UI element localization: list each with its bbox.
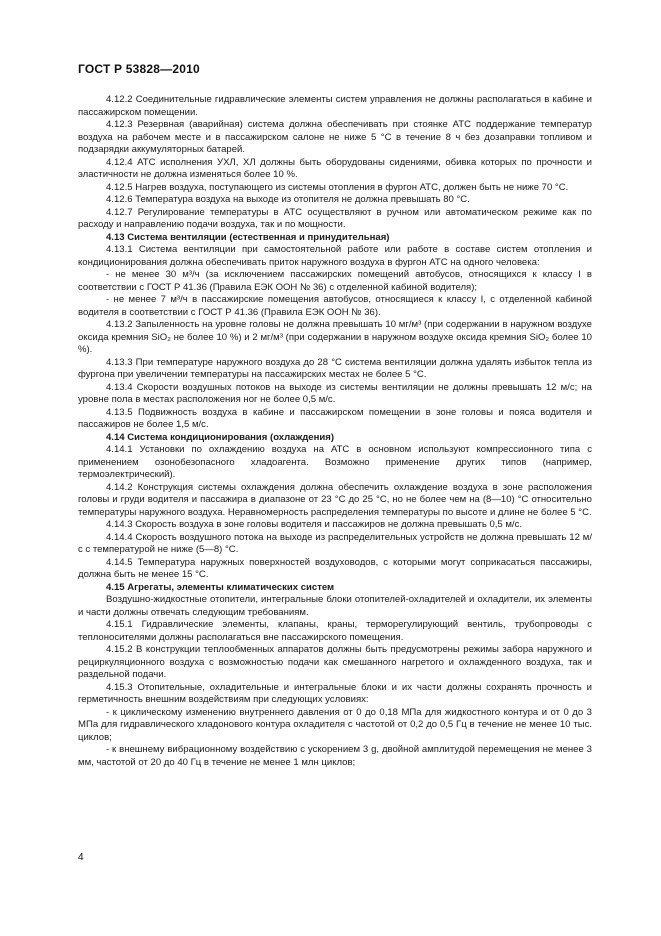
- paragraph-4-14-1: 4.14.1 Установки по охлаждению воздуха на АТС в основном используют компрессионного типа с применением озонобезопасного хладоагента. Возможно применение других типов (например, термоэлектрический).: [78, 444, 592, 480]
- paragraph-4-13-3: 4.13.3 При температуре наружного воздуха до 28 °С система вентиляции должна удалять избыток тепла из фургона при увеличении температуры на пассажирских местах не более 5 °С.: [78, 356, 592, 380]
- document-header: ГОСТ Р 53828—2010: [78, 62, 200, 76]
- section-heading-4-15: 4.15 Агрегаты, элементы климатических систем: [106, 581, 335, 593]
- paragraph-4-12-5: 4.12.5 Нагрев воздуха, поступающего из системы отопления в фургон АТС, должен быть не ниже 70 °С.: [106, 181, 569, 193]
- paragraph-4-12-6: 4.12.6 Температура воздуха на выходе из отопителя не должна превышать 80 °С.: [106, 194, 470, 205]
- paragraph-4-12-2: 4.12.2 Соединительные гидравлические элементы систем управления не должны располагаться в кабине и пассажирском помещении.: [78, 94, 592, 118]
- section-heading-4-14: 4.14 Система кондиционирования (охлаждения): [106, 431, 335, 443]
- list-item: - не менее 7 м³/ч в пассажирские помещения автобусов, относящиеся к классу I, с отделенной кабиной водителя в соответствии с ГОСТ Р 41.36 (Правила ЕЭК ООН № 36).: [78, 294, 592, 318]
- paragraph-4-12-3: 4.12.3 Резервная (аварийная) система должна обеспечивать при стоянке АТС поддержание температур воздуха на рабочем месте и в пассажирском салоне не ниже 5 °С в течение 8 ч без дозаправки топливом и подзарядки аккумуляторных батарей.: [78, 119, 592, 155]
- paragraph-4-15-1: 4.15.1 Гидравлические элементы, клапаны, краны, терморегулирующий вентиль, трубопроводы с теплоносителями должны располагаться вне пассажирского помещения.: [78, 619, 592, 643]
- paragraph-4-15-intro: Воздушно-жидкостные отопители, интегральные блоки отопителей-охладителей и охладители, их элементы и части должны отвечать следующим требованиям.: [78, 594, 592, 618]
- paragraph-4-14-2: 4.14.2 Конструкция системы охлаждения должна обеспечить охлаждение воздуха в зоне расположения головы и груди водителя и пассажира в диапазоне от 23 °С до 25 °С, но не более чем на (8—10) °С относительно температуры наружного воздуха. Неравномерность распределения температуры по высоте и длине не более 5 °С.: [78, 481, 592, 518]
- page-number: 4: [78, 852, 84, 863]
- paragraph-4-14-3: 4.14.3 Скорость воздуха в зоне головы водителя и пассажиров не должна превышать 0,5 м/с.: [106, 519, 523, 530]
- paragraph-4-13-1: 4.13.1 Система вентиляции при самостоятельной работе или работе в составе систем отопления и кондиционирования должна обеспечивать приток наружного воздуха в фургон АТС на одного человека:: [78, 244, 592, 268]
- section-heading-4-13: 4.13 Система вентиляции (естественная и принудительная): [106, 231, 390, 243]
- paragraph-4-12-4: 4.12.4 АТС исполнения УХЛ, ХЛ должны быть оборудованы сидениями, обивка которых по прочности и эластичности не должна изменяться более 10 %.: [78, 156, 592, 180]
- paragraph-4-15-2: 4.15.2 В конструкции теплообменных аппаратов должны быть предусмотрены режимы забора наружного и рециркуляционного воздуха с возможностью подачи как смешанного нагретого и охлажденного воздуха, так и раздельной подачи.: [78, 644, 592, 680]
- list-item: - не менее 30 м³/ч (за исключением пассажирских помещений автобусов, относящихся к классу I в соответствии с ГОСТ Р 41.36 (Правила ЕЭК ООН № 36) с отделенной кабиной водителя);: [78, 269, 592, 293]
- document-body: [78, 94, 592, 769]
- paragraph-4-12-7: 4.12.7 Регулирование температуры в АТС осуществляют в ручном или автоматическом режиме как по расходу и направлению подачи воздуха, так и по мощности.: [78, 206, 592, 230]
- paragraph-4-13-4: 4.13.4 Скорости воздушных потоков на выходе из системы вентиляции не должны превышать 12 м/с; на уровне пола в местах расположения ног не более 0,5 м/с.: [78, 381, 592, 405]
- list-item: - к циклическому изменению внутреннего давления от 0 до 0,18 МПа для жидкостного контура и от 0 до 3 МПа для гидравлического хладонового контура охладителя с частотой от 0,2 до 0,5 Гц в течение не менее 10 тыс. циклов;: [78, 706, 592, 743]
- paragraph-4-14-5: 4.14.5 Температура наружных поверхностей воздуховодов, с которыми могут соприкасаться пассажиры, должна быть не менее 15 °С.: [78, 556, 592, 580]
- list-item: - к внешнему вибрационному воздействию с ускорением 3 g, двойной амплитудой перемещения не менее 3 мм, частотой от 20 до 40 Гц в течение не менее 1 млн циклов;: [78, 744, 592, 768]
- paragraph-4-14-4: 4.14.4 Скорость воздушного потока на выходе из распределительных устройств не должна превышать 12 м/с с температурой не ниже (5—8) °С.: [78, 531, 592, 555]
- paragraph-4-13-5: 4.13.5 Подвижность воздуха в кабине и пассажирском помещении в зоне головы и пояса водителя и пассажиров не более 1,5 м/с.: [78, 406, 592, 430]
- paragraph-4-15-3: 4.15.3 Отопительные, охладительные и интегральные блоки и их части должны сохранять прочность и герметичность внешним воздействиям при следующих условиях:: [78, 681, 592, 705]
- paragraph-4-13-2: 4.13.2 Запыленность на уровне головы не должна превышать 10 мг/м³ (при содержании в наружном воздухе оксида кремния SiO₂ не более 10 %) и 2 мг/м³ (при содержании в наружном воздухе оксида кремния SiO₂ более 10 %).: [78, 319, 592, 355]
